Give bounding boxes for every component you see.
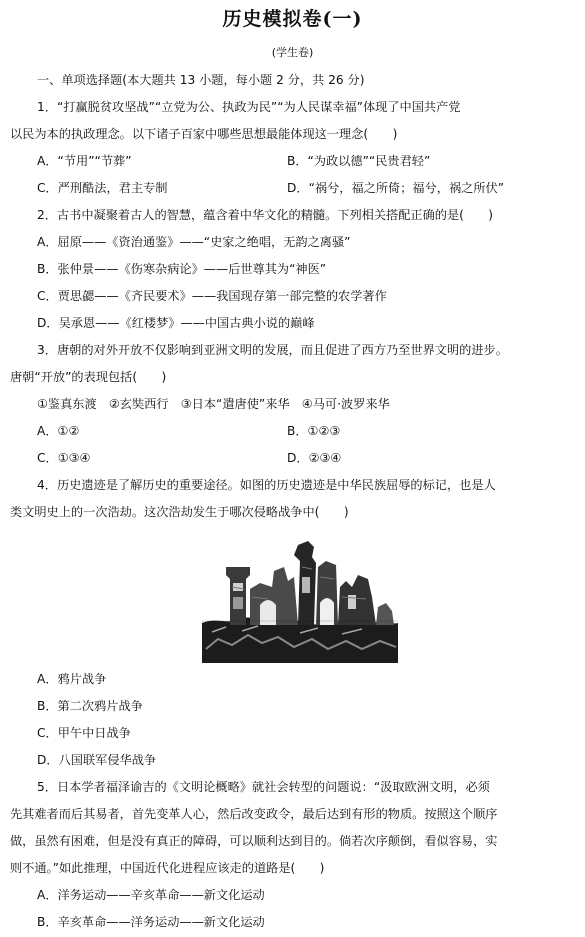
page-subtitle: (学生卷) (271, 46, 314, 59)
q2-stem: 2．古书中凝聚着古人的智慧，蕴含着中华文化的精髓。下列相关搭配正确的是( ) (37, 208, 494, 222)
page-title: 历史模拟卷(一) (222, 8, 363, 30)
q2-option-a: A．屈原——《资治通鉴》——“史家之绝唱，无韵之离骚” (37, 235, 351, 249)
q3-option-d: D．②③④ (287, 451, 342, 465)
q4-option-d: D．八国联军侵华战争 (37, 753, 157, 767)
q5-option-b: B．辛亥革命——洋务运动——新文化运动 (37, 915, 265, 929)
q4-stem-line1: 4．历史遗迹是了解历史的重要途径。如图的历史遗迹是中华民族屈辱的标记，也是人 (37, 478, 496, 492)
q3-item-list: ①鉴真东渡 ②玄奘西行 ③日本“遣唐使”来华 ④马可·波罗来华 (37, 397, 390, 411)
q5-stem-line1: 5．日本学者福泽谕吉的《文明论概略》就社会转型的问题说：“汲取欧洲文明，必须 (37, 780, 490, 794)
q5-option-a: A．洋务运动——辛亥革命——新文化运动 (37, 888, 265, 902)
q4-option-c: C．甲午中日战争 (37, 726, 131, 740)
q3-option-a: A．①② (37, 424, 80, 438)
q2-option-d: D．吴承恩——《红楼梦》——中国古典小说的巅峰 (37, 316, 315, 330)
q1-option-b: B．“为政以德”“民贵君轻” (287, 154, 431, 168)
q2-option-b: B．张仲景——《伤寒杂病论》——后世尊其为“神医” (37, 262, 327, 276)
q3-stem-line1: 3．唐朝的对外开放不仅影响到亚洲文明的发展，而且促进了西方乃至世界文明的进步。 (37, 343, 508, 357)
q4-stem-line2: 类文明史上的一次浩劫。这次浩劫发生于哪次侵略战争中( ) (10, 505, 349, 519)
q1-option-c: C．严刑酷法，君主专制 (37, 181, 168, 195)
q4-option-a: A．鸦片战争 (37, 672, 107, 686)
section-heading: 一、单项选择题(本大题共 13 小题，每小题 2 分，共 26 分) (37, 73, 365, 87)
q4-option-b: B．第二次鸦片战争 (37, 699, 143, 713)
q3-stem-line2: 唐朝“开放”的表现包括( ) (10, 370, 167, 384)
q1-option-d: D．“祸兮，福之所倚；福兮，祸之所伏” (287, 181, 505, 195)
q5-stem-line2: 先其难者而后其易者，首先变革人心，然后改变政令，最后达到有形的物质。按照这个顺序 (10, 807, 498, 821)
q2-option-c: C．贾思勰——《齐民要术》——我国现存第一部完整的农学著作 (37, 289, 387, 303)
q1-stem-line1: 1．“打赢脱贫攻坚战”“立党为公、执政为民”“为人民谋幸福”体现了中国共产党 (37, 100, 461, 114)
q1-option-a: A．“节用”“节葬” (37, 154, 132, 168)
q5-stem-line3: 做，虽然有困难，但是没有真正的障碍，可以顺利达到目的。倘若次序颠倒，看似容易，实 (10, 834, 498, 848)
q3-option-b: B．①②③ (287, 424, 341, 438)
q1-stem-line2: 以民为本的执政理念。以下诸子百家中哪些思想最能体现这一理念( ) (10, 127, 398, 141)
q3-option-c: C．①③④ (37, 451, 91, 465)
ruins-photo (202, 537, 398, 663)
q5-stem-line4: 则不通。”如此推理，中国近代化进程应该走的道路是( ) (10, 861, 325, 875)
